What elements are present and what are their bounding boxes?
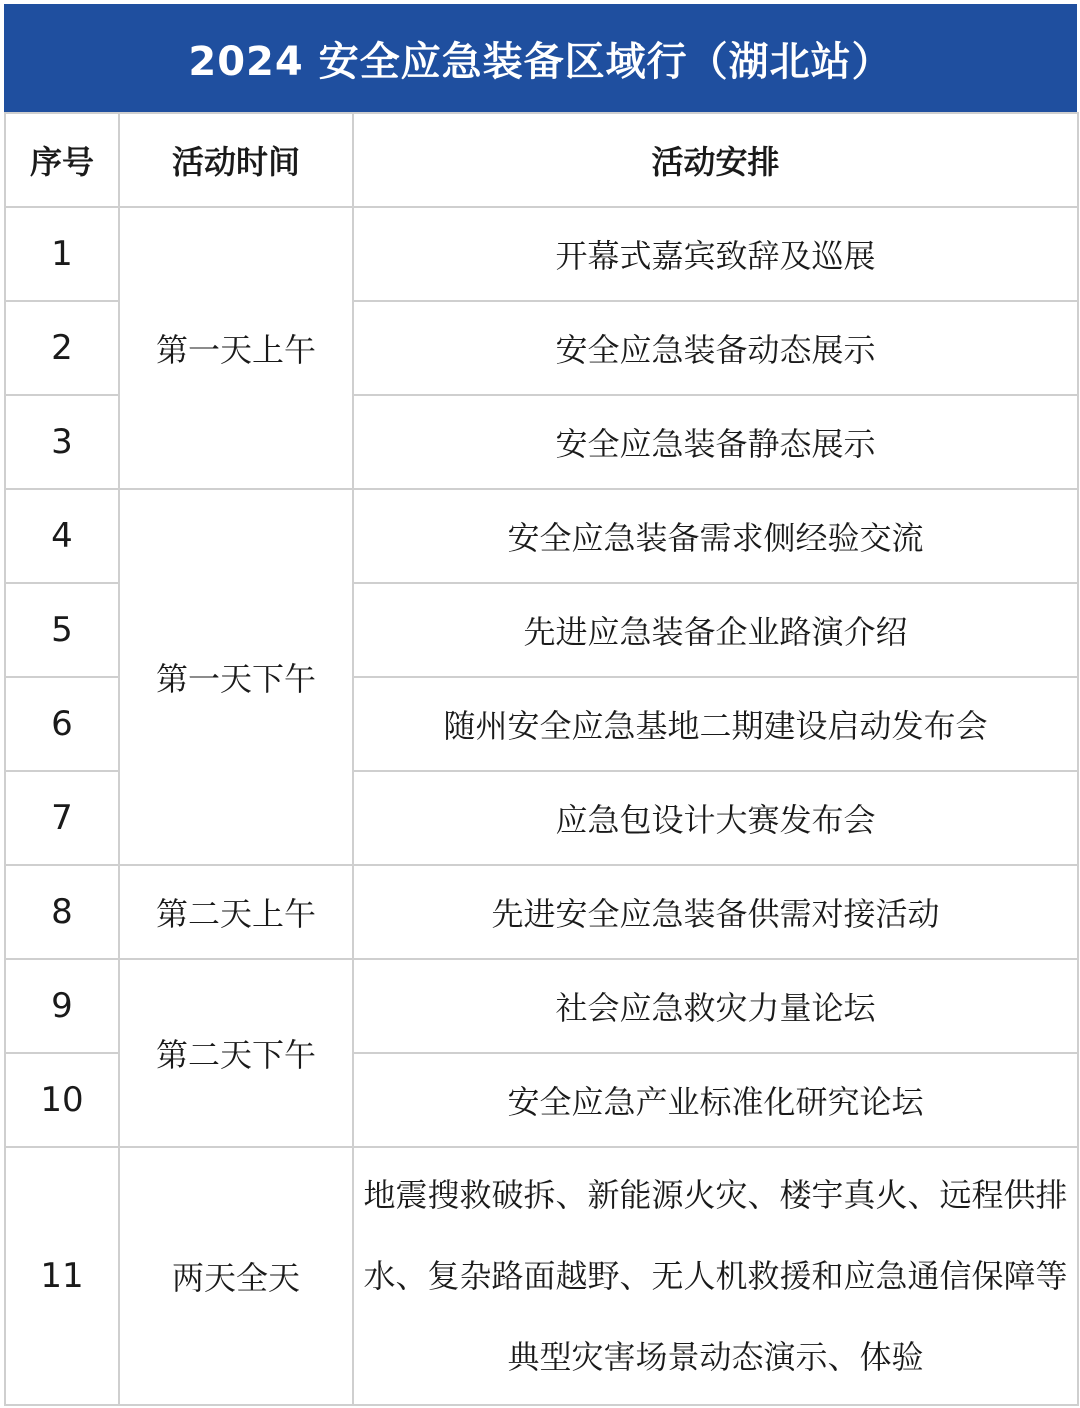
plan-cell: 先进安全应急装备供需对接活动 xyxy=(353,865,1078,959)
time-cell: 第一天下午 xyxy=(119,489,353,865)
plan-cell: 先进应急装备企业路演介绍 xyxy=(353,583,1078,677)
plan-cell: 应急包设计大赛发布会 xyxy=(353,771,1078,865)
plan-cell: 随州安全应急基地二期建设启动发布会 xyxy=(353,677,1078,771)
header-no: 序号 xyxy=(5,113,119,207)
row-number: 7 xyxy=(5,771,119,865)
row-number: 6 xyxy=(5,677,119,771)
plan-cell: 安全应急装备静态展示 xyxy=(353,395,1078,489)
row-number: 9 xyxy=(5,959,119,1053)
row-number: 3 xyxy=(5,395,119,489)
row-number: 8 xyxy=(5,865,119,959)
row-number: 1 xyxy=(5,207,119,301)
table-row xyxy=(5,865,1078,959)
plan-cell: 地震搜救破拆、新能源火灾、楼宇真火、远程供排水、复杂路面越野、无人机救援和应急通信保障等典型灾害场景动态演示、体验 xyxy=(353,1147,1078,1405)
row-number: 10 xyxy=(5,1053,119,1147)
header-plan: 活动安排 xyxy=(353,113,1078,207)
header-row xyxy=(5,113,1078,207)
row-number: 2 xyxy=(5,301,119,395)
table-row xyxy=(5,1147,1078,1405)
time-cell: 两天全天 xyxy=(119,1147,353,1405)
header-time: 活动时间 xyxy=(119,113,353,207)
table-row xyxy=(5,489,1078,583)
plan-cell: 社会应急救灾力量论坛 xyxy=(353,959,1078,1053)
table-row xyxy=(5,959,1078,1053)
time-cell: 第二天上午 xyxy=(119,865,353,959)
plan-cell: 安全应急装备动态展示 xyxy=(353,301,1078,395)
row-number: 5 xyxy=(5,583,119,677)
schedule-table xyxy=(4,112,1079,1406)
table-title: 2024 安全应急装备区域行（湖北站） xyxy=(4,4,1077,112)
plan-cell: 安全应急产业标准化研究论坛 xyxy=(353,1053,1078,1147)
table-row xyxy=(5,207,1078,301)
row-number: 4 xyxy=(5,489,119,583)
time-cell: 第一天上午 xyxy=(119,207,353,489)
row-number: 11 xyxy=(5,1147,119,1405)
time-cell: 第二天下午 xyxy=(119,959,353,1147)
plan-cell: 安全应急装备需求侧经验交流 xyxy=(353,489,1078,583)
plan-cell: 开幕式嘉宾致辞及巡展 xyxy=(353,207,1078,301)
